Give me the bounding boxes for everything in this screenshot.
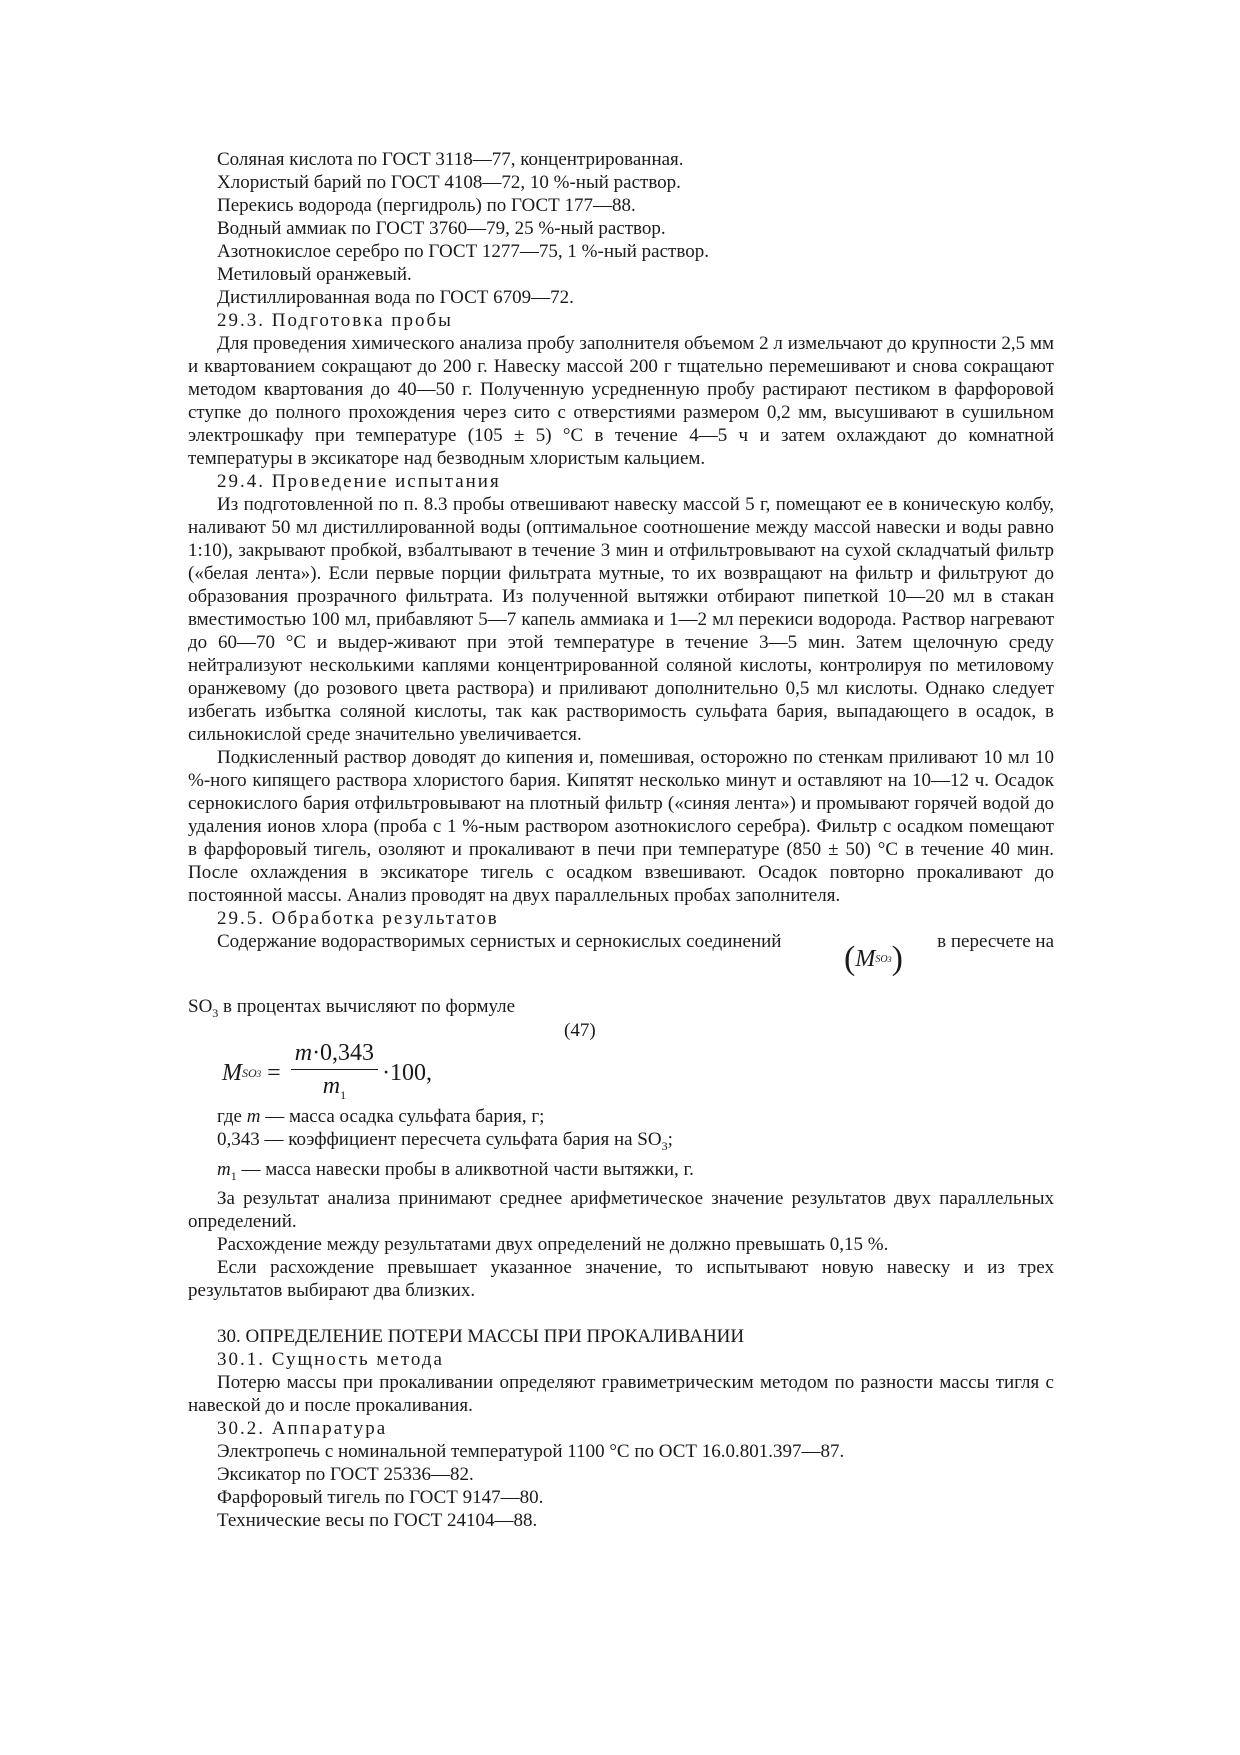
formula-intro-text: Содержание водорастворимых сернистых и сернокислых соединений: [217, 931, 782, 952]
inline-formula-symbol: M: [855, 945, 876, 972]
reagent-line: Соляная кислота по ГОСТ 3118—77, концентрированная.: [217, 149, 684, 170]
section-heading: 30.1. Сущность метода: [217, 1349, 444, 1371]
formula-intro-line: [188, 930, 1054, 977]
inline-formula: ( M SO3 ): [844, 940, 903, 977]
formula-intro-continuation: $SO_3$ в процентах вычисляют по формуле: [188, 996, 516, 1020]
formula-fraction: $\frac{m\cdot 0,343}{m_1}$: [291, 1039, 378, 1109]
reagent-line: Азотнокислое серебро по ГОСТ 1277—75, 1 %-ный раствор.: [217, 241, 709, 262]
reagent-line: Метиловый оранжевый.: [217, 264, 412, 285]
section-heading: 29.3. Подготовка пробы: [217, 310, 453, 331]
paragraph: Расхождение между результатами двух определений не должно превышать 0,15 %.: [217, 1234, 889, 1256]
formula-block: [188, 1019, 1054, 1105]
variable-definition: 0,343 — коэффициент пересчета сульфата бария на $SO_3$;: [217, 1128, 673, 1153]
equipment-line: Эксикатор по ГОСТ 25336—82.: [217, 1464, 474, 1486]
equipment-line: Электропечь с номинальной температурой 1100 °С по ОСТ 16.0.801.397—87.: [217, 1441, 845, 1463]
variable-definition: $m_1$ — масса навески пробы в аликвотной части вытяжки, г.: [217, 1158, 694, 1183]
equation-number: (47): [564, 1019, 596, 1041]
paragraph: Если расхождение превышает указанное значение, то испытывают новую навеску и из трех результатов выбирают два близких.: [188, 1257, 1054, 1302]
equipment-line: Технические весы по ГОСТ 24104—88.: [217, 1510, 538, 1532]
paragraph: Потерю массы при прокаливании определяют гравиметрическим методом по разности массы тигля с навеской до и после прокаливания.: [188, 1372, 1054, 1417]
chapter-title: 30. ОПРЕДЕЛЕНИЕ ПОТЕРИ МАССЫ ПРИ ПРОКАЛИВАНИИ: [217, 1326, 745, 1348]
paragraph: Из подготовленной по п. 8.3 пробы отвешивают навеску массой 5 г, помещают ее в коническую колбу, наливают 50 мл дистиллированной воды (оптимальное соотношение между массой навески и воды равно 1:10), закрывают пробкой, взбалтывают в течение 3 мин и отфильтровывают на сухой складчатый фильтр («белая лента»). Если первые порции фильтрата мутные, то их возвращают на фильтр и фильтруют до образования прозрачного фильтрата. Из полученной вытяжки отбирают пипеткой 10—20 мл в стакан вместимостью 100 мл, прибавляют 5—7 капель аммиака и 1—2 мл перекиси водорода. Раствор нагревают до 60—70 °С и выдер-живают при этой температуре в течение 3—5 мин. Затем щелочную среду нейтрализуют несколькими каплями концентрированной соляной кислоты, контролируя по метиловому оранжевому (до розового цвета раствора) и приливают дополнительно 0,5 мл кислоты. Однако следует избегать избытка соляной кислоты, так как растворимость сульфата бария, выпадающего в осадок, в сильнокислой среде значительно увеличивается.: [188, 494, 1054, 745]
paragraph: Подкисленный раствор доводят до кипения и, помешивая, осторожно по стенкам приливают 10 мл 10 %-ного кипящего раствора хлористого бария. Кипятят несколько минут и оставляют на 10—12 ч. Осадок сернокислого бария отфильтровывают на плотный фильтр («синяя лента») и промывают горячей водой до удаления ионов хлора (проба с 1 %-ным раствором азотнокислого серебра). Фильтр с осадком помещают в фарфоровый тигель, озоляют и прокаливают в печи при температуре (850 ± 50) °С в течение 40 мин. После охлаждения в эксикаторе тигель с осадком взвешивают. Осадок повторно прокаливают до постоянной массы. Анализ проводят на двух параллельных пробах заполнителя.: [188, 747, 1054, 906]
paragraph: Для проведения химического анализа пробу заполнителя объемом 2 л измельчают до крупности 2,5 мм и квартованием сокращают до 200 г. Навеску массой 200 г тщательно перемешивают и снова сокращают методом квартования до 40—50 г. Полученную усредненную пробу растирают пестиком в фарфоровой ступке до полного прохождения через сито с отверстиями размером 0,2 мм, высушивают в сушильном электрошкафу при температуре (105 ± 5) °С в течение 4—5 ч и затем охлаждают до комнатной температуры в эксикаторе над безводным хлористым кальцием.: [188, 333, 1054, 469]
document-page: [188, 148, 1054, 1532]
reagent-line: Перекись водорода (пергидроль) по ГОСТ 177—88.: [217, 195, 636, 216]
reagent-line: Водный аммиак по ГОСТ 3760—79, 25 %-ный раствор.: [217, 218, 666, 239]
formula-intro-text-right: в пересчете на: [937, 931, 1054, 952]
formula: M SO3 = $\frac{m\cdot 0,343}{m_1}$ ·100,: [222, 1039, 432, 1109]
section-heading: 30.2. Аппаратура: [217, 1418, 388, 1440]
equipment-line: Фарфоровый тигель по ГОСТ 9147—80.: [217, 1487, 544, 1509]
reagent-line: Дистиллированная вода по ГОСТ 6709—72.: [217, 287, 574, 308]
paragraph: За результат анализа принимают среднее арифметическое значение результатов двух параллельных определений.: [188, 1188, 1054, 1233]
variable-definition: где m — масса осадка сульфата бария, г;: [217, 1105, 545, 1127]
reagent-line: Хлористый барий по ГОСТ 4108—72, 10 %-ный раствор.: [217, 172, 681, 193]
section-heading: 29.5. Обработка результатов: [217, 908, 499, 929]
section-heading: 29.4. Проведение испытания: [217, 471, 501, 492]
